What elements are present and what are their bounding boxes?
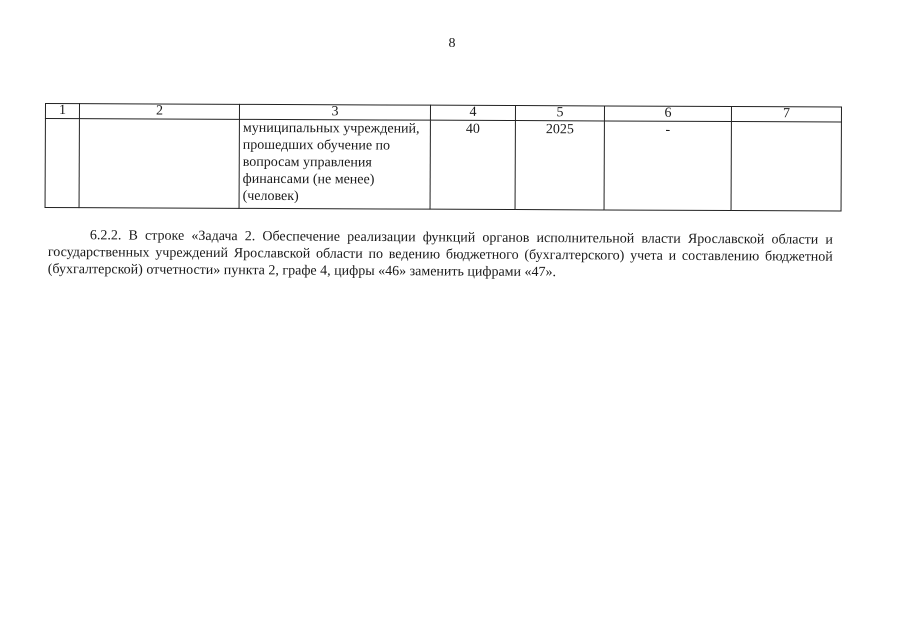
page-number: 8 — [448, 36, 456, 51]
table-row — [45, 119, 841, 211]
column-header-3: 3 — [239, 104, 430, 120]
cell-col-7 — [731, 121, 841, 210]
cell-col-6: - — [604, 121, 731, 211]
amendment-paragraph — [48, 227, 833, 283]
column-header-2: 2 — [79, 104, 239, 120]
paragraph-text: 6.2.2. В строке «Задача 2. Обеспечение реализации функций органов исполнительной власти Ярославской области и государственных учреждений Ярославской области по ведению бюджетного (бухгалтерского) учета и составлению бюджетной (бухгалтерской) отчетности» пункта 2, графе 4, цифры «46» заменить цифрами «47». — [47, 228, 833, 281]
cell-col-2 — [79, 119, 239, 209]
column-header-4: 4 — [430, 105, 515, 120]
cell-col-1 — [45, 119, 79, 208]
column-header-6: 6 — [604, 106, 731, 122]
cell-indicator-description: муниципальных учреждений, прошедших обучение по вопросам управления финансами (не менее) (человек) — [239, 119, 430, 209]
cell-value: 40 — [430, 120, 515, 209]
column-header-7: 7 — [731, 106, 841, 121]
column-header-1: 1 — [45, 104, 79, 119]
data-table — [45, 103, 842, 211]
cell-year: 2025 — [515, 121, 604, 210]
column-header-5: 5 — [515, 106, 604, 121]
